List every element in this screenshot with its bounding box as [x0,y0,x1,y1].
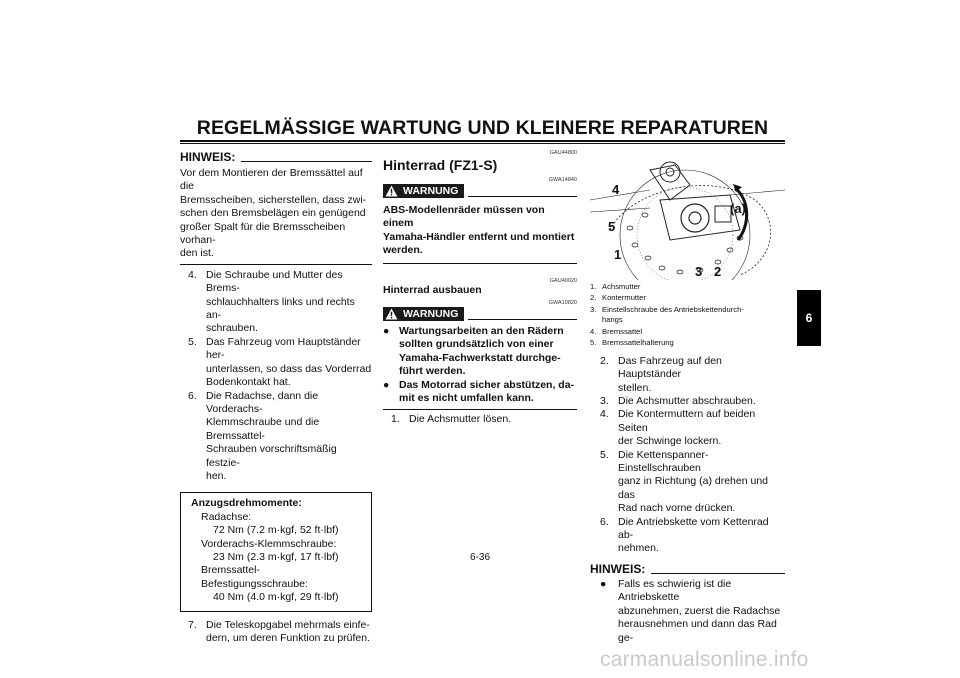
ref-code: GAU44800 [549,150,577,156]
warning-text: ABS-Modellenräder müssen von einem Yamaha-Händler entfernt und montiert werden. [383,204,575,257]
figure-label-a: (a) [730,201,746,216]
right-column [590,282,785,645]
hinweis-end-rule [180,264,372,265]
warning-label: WARNUNG [403,308,459,321]
section-heading: Hinterrad (FZ1-S) [383,157,498,173]
step-item: 5. Die Kettenspanner-Einstellschrauben ganz in Richtung (a) drehen und das Rad nach vorne drücken. [600,448,769,515]
hinweis-title: HINWEIS: [590,561,646,576]
warning-header [383,184,577,198]
step-item: 6. Die Antriebskette vom Kettenrad ab- nehmen. [600,515,769,555]
warning-bullets [383,325,577,405]
bullet-icon: ● [600,577,607,590]
torque-title: Anzugsdrehmomente: [191,497,302,510]
figure-label-4: 4 [612,182,620,197]
list-item: ● Das Motorrad sicher abstützen, da- mit es nicht umfallen kann. [383,378,575,405]
figure-captions [590,282,785,349]
warning-triangle-icon [385,308,398,320]
figure-label-5: 5 [608,219,616,234]
torque-box: Anzugsdrehmomente: Radachse: 72 Nm (7.2 m·kgf, 52 ft·lbf) Vorderachs-Klemmschraube: 23 Nm (2.3 m·kgf, 17 ft·lbf) Bremssattel-Befestigungsschraube: 40 Nm (4.0 m·kgf, 29 ft·lbf) [180,492,372,611]
caption-item: 4. Bremssattel [590,327,643,337]
ref-code: GWA14840 [548,177,577,183]
watermark: carmanualsonline.info [600,648,809,671]
step-7: 7. Die Teleskopgabel mehrmals einfe- dern, um deren Funktion zu prüfen. [188,618,371,644]
hinweis-text: Vor dem Montieren der Bremssättel auf die Bremsscheiben, sicherstellen, dass zwi- schen den Bremsbelägen ein genügend großer Spalt für die Bremsscheiben vorhan- den ist. [180,167,367,260]
caption-item: 3. Einstellschraube des Antriebskettendurch- hangs [590,304,744,324]
figure-label-1: 1 [614,247,622,262]
warning-end-rule [383,263,577,264]
warning-triangle-icon [385,185,398,197]
ref-code: GAU40020 [549,277,577,284]
page-number: 6-36 [469,552,490,563]
hinweis-heading [180,150,372,164]
step-item: 4. Die Schraube und Mutter des Brems- schlauchhalters links und rechts an- schrauben. [188,268,355,335]
header-rule-thin [180,143,785,144]
step-item: 4. Die Kontermuttern auf beiden Seiten der Schwinge lockern. [600,408,756,448]
chapter-tab: 6 [797,290,821,346]
hinweis-heading [590,562,785,576]
figure-label-3: 3 [695,264,703,279]
step-item: 3. Die Achsmutter abschrauben. [600,395,756,407]
bullet-icon: ● [383,325,390,338]
ref-code: GWA10820 [548,300,577,307]
steps-list [180,269,372,484]
rear-wheel-figure [590,150,785,280]
caption-item: 2. Kontermutter [590,293,646,303]
left-column [180,150,372,645]
header-rule [180,140,785,142]
caption-item: 5. Bremssattelhalterung [590,338,674,348]
list-item: ● Wartungsarbeiten an den Rädern sollten grundsätzlich von einer Yamaha-Fachwerkstatt durchge- führt werden. [383,325,564,378]
list-item: ● Falls es schwierig ist die Antriebskette abzunehmen, zuerst die Radachse herausnehmen und dann das Rad ge- [600,577,781,644]
caption-item: 1. Achsmutter [590,282,641,291]
hinweis-list [590,578,785,645]
middle-column [383,150,577,427]
warning-end-rule [383,409,577,410]
figure-label-2: 2 [714,264,722,279]
hinweis-title: HINWEIS: [180,150,236,164]
step-item: 2. Das Fahrzeug auf den Hauptständer stellen. [600,354,722,394]
step-item: 5. Das Fahrzeug vom Hauptständer her- unterlassen, so dass das Vorderrad Bodenkontakt hat. [188,335,372,389]
warning-header [383,307,577,321]
step-item: 6. Die Radachse, dann die Vorderachs- Klemmschraube und die Bremssattel- Schrauben vorschriftsmäßig festzie- hen. [188,389,337,482]
bullet-icon: ● [383,378,390,391]
step-1: 1. Die Achsmutter lösen. [391,413,512,426]
page-title: REGELMÄSSIGE WARTUNG UND KLEINERE REPARATUREN [196,117,769,139]
warning-label: WARNUNG [403,185,459,197]
subsection-heading: Hinterrad ausbauen [383,283,482,296]
steps-list [590,355,785,556]
